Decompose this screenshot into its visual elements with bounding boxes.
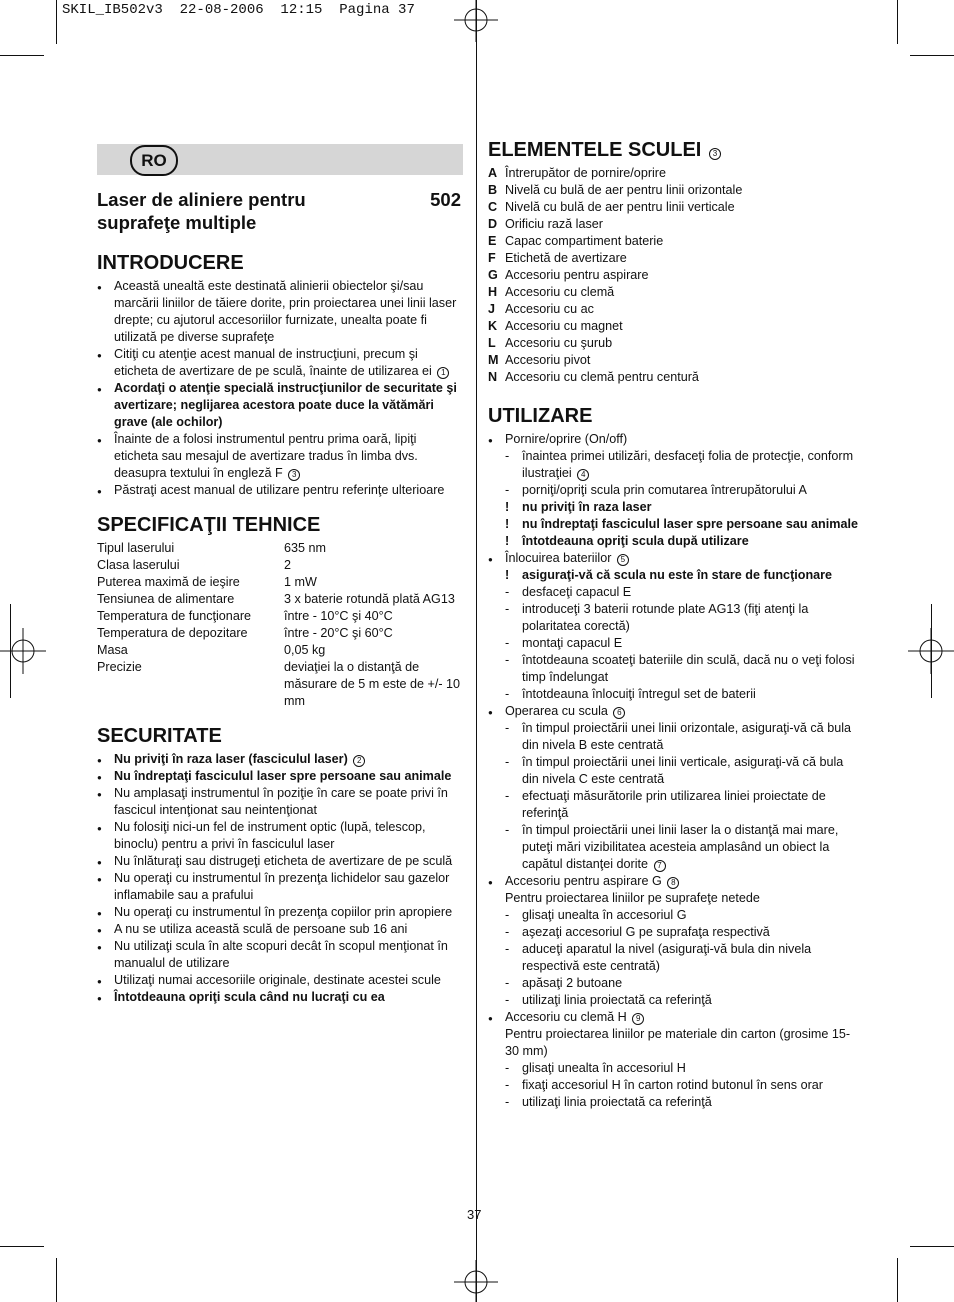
list-item: ● Înainte de a folosi instrumentul pentru prima oară, lipiţi eticheta sau mesajul de avertizare tradus în limba dvs. deasupra textului în engleză F 3 — [97, 431, 463, 482]
list-item: F Etichetă de avertizare — [488, 251, 627, 265]
list-item: ● Nu îndreptaţi fasciculul laser spre persoane sau animale — [97, 768, 463, 785]
list-item: ● Nu folosiţi nici-un fel de instrument optic (lupă, telescop, binoclu) pentru a privi în fasciculul laser — [97, 819, 463, 853]
list-item: ● Această unealtă este destinată alinierii obiectelor şi/sau marcării liniilor de tăiere dorite, prin proiectarea unei linii laser drepte; cu ajutorul accesoriilor furnizate, unealta poate fi utilizată pe diverse suprafeţe — [97, 278, 463, 346]
list-item: ● Întotdeauna opriţi scula când nu lucraţi cu ea — [97, 989, 463, 1006]
list-item: ● Nu priviţi în raza laser (fasciculul laser) 2 — [97, 751, 463, 768]
product-title — [97, 188, 463, 234]
figure-ref: 8 — [667, 877, 679, 889]
list-item: ● Utilizaţi numai accesoriile originale, destinate acestei scule — [97, 972, 463, 989]
paragraph: Pentru proiectarea liniilor pe materiale din carton (grosime 15-30 mm) — [505, 1027, 851, 1058]
table-row: Precizie deviaţiei la o distanţă de măsurare de 5 m este de +/- 10 mm — [97, 660, 461, 708]
registration-mark-icon — [454, 0, 498, 42]
crop-mark — [931, 604, 932, 698]
column-divider — [476, 0, 477, 1302]
crop-mark — [0, 55, 44, 56]
spec-table — [97, 540, 463, 710]
list-item: K Accesoriu cu magnet — [488, 319, 623, 333]
list-item: N Accesoriu cu clemă pentru centură — [488, 370, 699, 384]
table-row: Masa 0,05 kg — [97, 643, 326, 657]
product-title-line2: suprafeţe multiple — [97, 212, 257, 233]
crop-mark — [0, 1246, 44, 1247]
parts-list — [488, 165, 858, 386]
list-item: E Capac compartiment baterie — [488, 234, 664, 248]
list-item: ● Accesoriu pentru aspirare G 8 — [488, 873, 858, 890]
section-securitate — [97, 724, 463, 1006]
registration-mark-icon — [0, 628, 46, 674]
list-item: ● Înlocuirea bateriilor 5 — [488, 550, 858, 567]
list-item: M Accesoriu pivot — [488, 353, 591, 367]
figure-ref: 3 — [709, 148, 721, 160]
section-elemente — [488, 138, 858, 386]
list-item: H Accesoriu cu clemă — [488, 285, 615, 299]
list-item: ● Nu înlăturaţi sau distrugeţi eticheta de avertizare de pe sculă — [97, 853, 463, 870]
list-item: ● Nu operaţi cu instrumentul în prezenţa copiilor prin apropiere — [97, 904, 463, 921]
figure-ref: 5 — [617, 554, 629, 566]
list-item: ● Nu utilizaţi scula în alte scopuri decât în scopul menţionat în manualul de utilizare — [97, 938, 463, 972]
table-row: Clasa laserului 2 — [97, 558, 292, 572]
list-item: D Orificiu rază laser — [488, 217, 603, 231]
list-item: L Accesoriu cu şurub — [488, 336, 613, 350]
section-utilizare: UTILIZARE ● Pornire/oprire (On/off) - înaintea primei utilizări, desfaceţi folia de protecţie, conform ilustraţiei 4 - porniţi/opriţi scula prin comutarea întrerupătorului A ! nu priviţi în raza laser ! nu îndreptaţi fasciculul laser spre persoane sau animale ! întotdeauna opriţi scula după utilizare ● Înlocuirea bateriilor 5 ! asiguraţi-vă că scula nu este în stare de funcţionare - desfaceţi capacul E - introduceţi 3 baterii rotunde plate AG13 (fiţi atenţi la polaritatea corectă) - montaţi capacul E - întotdeauna scoateţi bateriile din sculă, dacă nu o veţi folosi timp îndelungat - întotdeauna înlocuiţi întregul set de baterii ● Operarea cu scula 6 - în timpul proiectării unei linii orizontale, asiguraţi-vă că bula din nivela B este centrată - în timpul proiectării unei linii verticale, asiguraţi-vă că bula din nivela C este centrată - efectuaţi măsurătorile prin utilizarea liniei proiectate de referinţă - în timpul proiectării unei linii laser la o distanţă mai mare, puteţi mări vizibilitatea acesteia amplasând un obiect la capătul distanţei dorite 7 ● Accesoriu pentru aspirare G 8 Pentru proiectarea liniilor pe suprafeţe netede - glisaţi unealta în accesoriul G - aşezaţi accesoriul G pe suprafaţa respectivă - aduceţi aparatul la nivel (asiguraţi-vă bula din nivela respectivă este centrată) - apăsaţi 2 butoane - utilizaţi linia proiectată ca referinţă ● Accesoriu cu clemă H 9 Pentru proiectarea liniilor pe materiale din carton (grosime 15-30 mm) - glisaţi unealta în accesoriul H - fixaţi accesoriul H în carton rotind butonul în sens orar - utilizaţi linia proiectată ca referinţă — [488, 404, 858, 1111]
table-row: Temperatura de depozitare între - 20°C şi 60°C — [97, 626, 393, 640]
language-badge: RO — [130, 145, 178, 176]
table-row: Puterea maximă de ieşire 1 mW — [97, 575, 317, 589]
left-column — [97, 144, 463, 1020]
crop-mark — [10, 604, 11, 698]
list-item: ● Acordaţi o atenţie specială instrucţiunilor de securitate şi avertizare; neglijarea acestora poate duce la vătămări grave (ale ochilor) — [97, 380, 463, 431]
table-row: Tensiunea de alimentare 3 x baterie rotundă plată AG13 — [97, 592, 455, 606]
paragraph: Pentru proiectarea liniilor pe suprafeţe netede — [505, 891, 760, 905]
crop-mark — [56, 0, 57, 44]
figure-ref: 7 — [654, 860, 666, 872]
list-item: ● Accesoriu cu clemă H 9 — [488, 1009, 858, 1026]
list-item: ● Nu operaţi cu instrumentul în prezenţa lichidelor sau gazelor inflamabile sau a prafului — [97, 870, 463, 904]
figure-ref: 6 — [613, 707, 625, 719]
section-heading: SPECIFICAŢII TEHNICE — [97, 514, 321, 536]
right-column — [488, 138, 858, 1111]
section-heading: ELEMENTELE SCULEI 3 — [488, 138, 858, 162]
list-item: ● Operarea cu scula 6 — [488, 703, 858, 720]
list-item: J Accesoriu cu ac — [488, 302, 594, 316]
figure-ref: 4 — [577, 469, 589, 481]
crop-mark — [56, 1258, 57, 1302]
section-specificatii — [97, 513, 463, 710]
figure-ref: 3 — [288, 469, 300, 481]
list-item: B Nivelă cu bulă de aer pentru linii orizontale — [488, 183, 743, 197]
crop-mark — [910, 1246, 954, 1247]
list-item: G Accesoriu pentru aspirare — [488, 268, 649, 282]
list-item: ● Păstraţi acest manual de utilizare pentru referinţe ulterioare — [97, 482, 463, 499]
print-header: SKIL_IB502v3 22-08-2006 12:15 Pagina 37 — [62, 2, 415, 18]
figure-ref: 2 — [353, 755, 365, 767]
table-row: Tipul laserului 635 nm — [97, 541, 327, 555]
crop-mark — [910, 55, 954, 56]
list-item: ● Citiţi cu atenţie acest manual de instrucţiuni, precum şi eticheta de avertizare de pe sculă, înainte de utilizarea ei 1 — [97, 346, 463, 380]
page-number: 37 — [467, 1207, 482, 1222]
product-title-line1: Laser de aliniere pentru — [97, 189, 306, 210]
product-model: 502 — [430, 189, 461, 210]
section-heading: INTRODUCERE — [97, 252, 244, 274]
list-item: C Nivelă cu bulă de aer pentru linii verticale — [488, 200, 735, 214]
crop-mark — [897, 1258, 898, 1302]
language-bar — [97, 144, 463, 175]
figure-ref: 9 — [632, 1013, 644, 1025]
list-item: ● A nu se utiliza această sculă de persoane sub 16 ani — [97, 921, 463, 938]
table-row: Temperatura de funcţionare între - 10°C şi 40°C — [97, 609, 393, 623]
list-item: ● Nu amplasaţi instrumentul în poziţie în care se poate privi în fascicul intenţionat sau neintenţionat — [97, 785, 463, 819]
list-item: ● Pornire/oprire (On/off) — [488, 431, 858, 448]
figure-ref: 1 — [437, 367, 449, 379]
section-introducere — [97, 251, 463, 499]
registration-mark-icon — [454, 1260, 498, 1302]
list-item: A Întrerupător de pornire/oprire — [488, 166, 667, 180]
crop-mark — [897, 0, 898, 44]
section-heading: UTILIZARE — [488, 405, 593, 427]
section-heading: SECURITATE — [97, 725, 222, 747]
